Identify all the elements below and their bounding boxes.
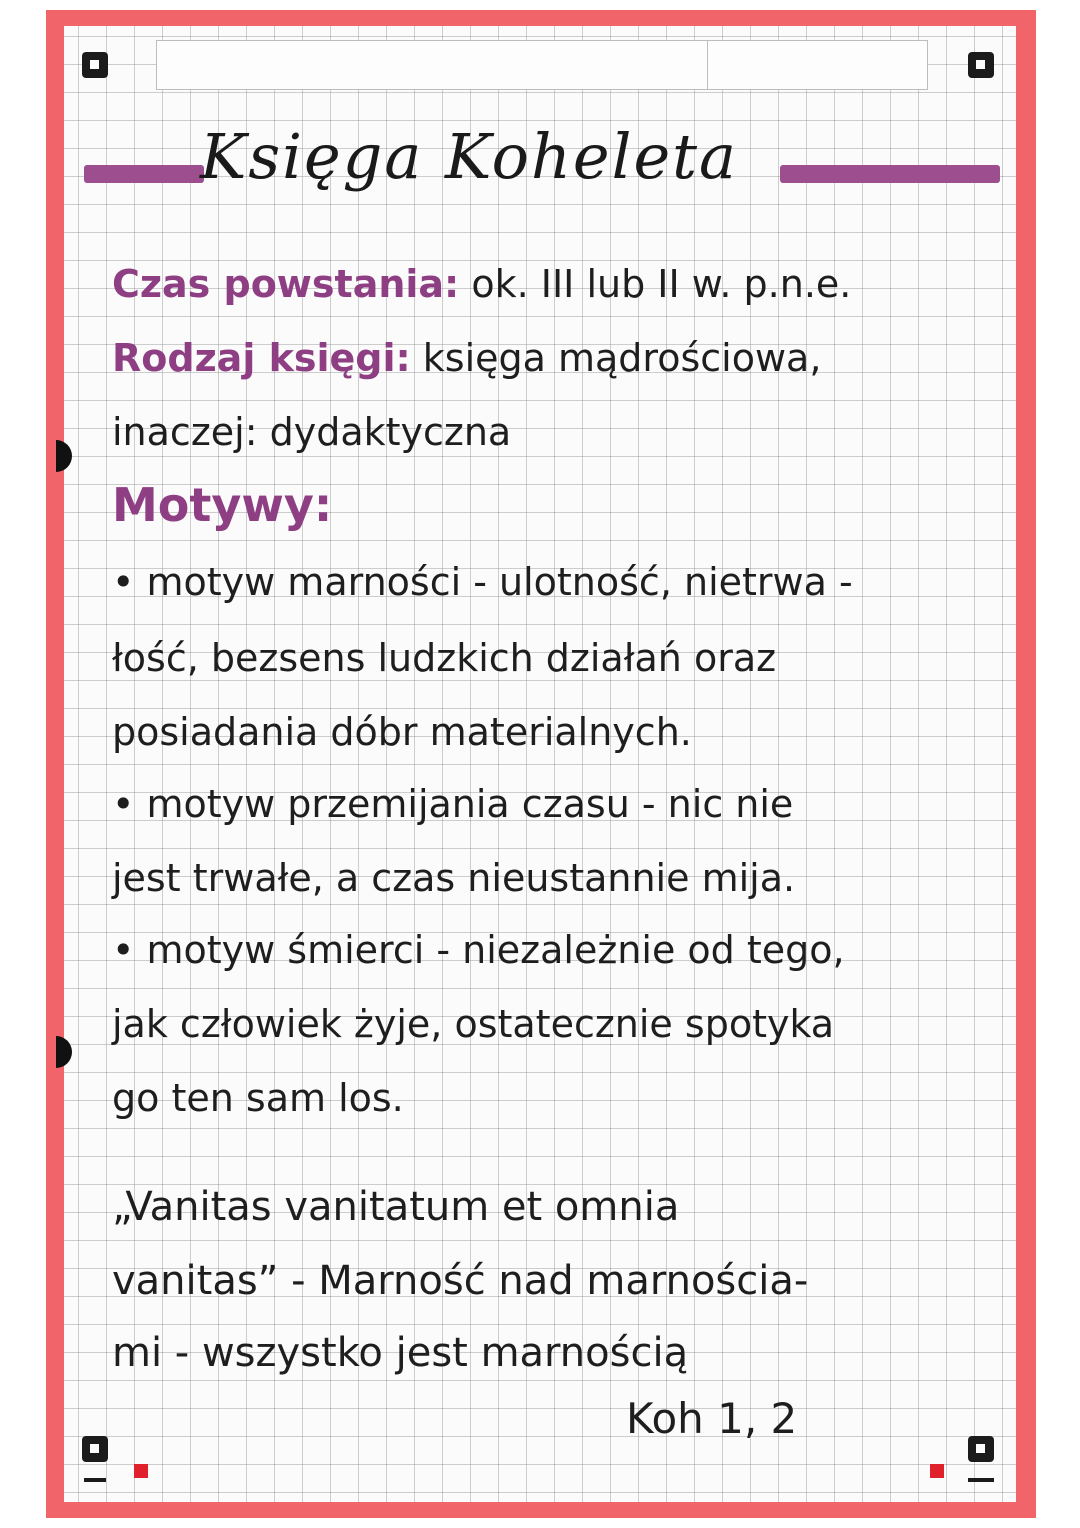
field-continuation: inaczej: dydaktyczna (112, 410, 512, 454)
body-line: jak człowiek żyje, ostatecznie spotyka (112, 1002, 835, 1046)
body-line: łość, bezsens ludzkich działań oraz (112, 636, 777, 680)
corner-marker-icon (82, 52, 108, 78)
field-value: ok. III lub II w. p.n.e. (459, 262, 852, 306)
header-box (156, 40, 928, 90)
quote-line: „Vanitas vanitatum et omnia (112, 1184, 680, 1230)
quote-reference: Koh 1, 2 (626, 1394, 798, 1443)
corner-dash (84, 1478, 106, 1482)
body-line: go ten sam los. (112, 1076, 404, 1120)
body-line: • motyw przemijania czasu - nic nie (112, 782, 794, 826)
field-row (112, 336, 821, 380)
page-title: Księga Koheleta (200, 120, 739, 193)
field-row (112, 262, 851, 306)
red-dot (930, 1464, 944, 1478)
corner-marker-icon (968, 52, 994, 78)
corner-marker-icon (82, 1436, 108, 1462)
field-value: księga mądrościowa, (410, 336, 822, 380)
field-label: Czas powstania: (112, 262, 460, 306)
title-underline-left (84, 165, 204, 183)
title-underline-right (780, 165, 1000, 183)
corner-marker-icon (968, 1436, 994, 1462)
body-line: jest trwałe, a czas nieustannie mija. (112, 856, 796, 900)
corner-dash (968, 1478, 994, 1482)
red-dot (134, 1464, 148, 1478)
quote-line: mi - wszystko jest marnością (112, 1330, 689, 1376)
body-line: posiadania dóbr materialnych. (112, 710, 692, 754)
motifs-heading: Motywy: (112, 478, 333, 532)
quote-line: vanitas” - Marność nad marnościa- (112, 1258, 809, 1304)
body-line: • motyw marności - ulotność, nietrwa - (112, 560, 853, 604)
body-line: • motyw śmierci - niezależnie od tego, (112, 928, 845, 972)
field-label: Rodzaj księgi: (112, 336, 411, 380)
